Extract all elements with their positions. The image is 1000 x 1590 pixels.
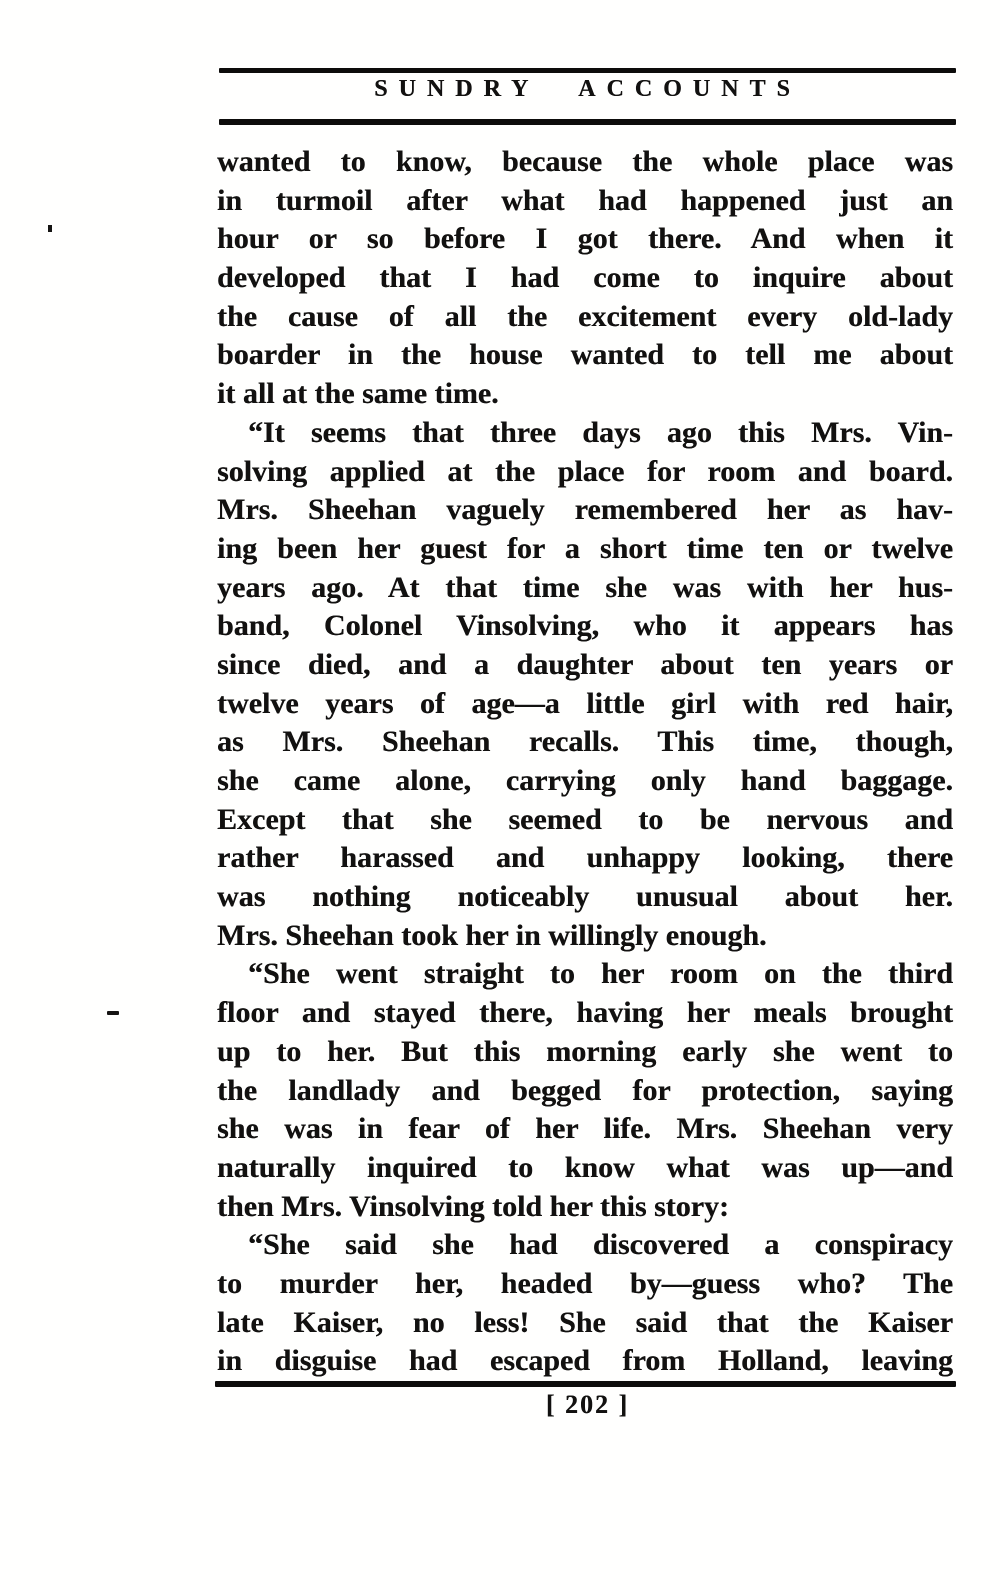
text-line: Except that she seemed to be nervous and (217, 802, 953, 836)
text-line: in disguise had escaped from Holland, leaving (217, 1344, 953, 1378)
text-line: she was in fear of her life. Mrs. Sheehan very (217, 1112, 953, 1146)
text-line: since died, and a daughter about ten years or (217, 647, 953, 681)
scan-speck-icon (107, 1011, 119, 1015)
text-line: Mrs. Sheehan took her in willingly enough. (217, 918, 767, 952)
text-line: the cause of all the excitement every old-lady (217, 299, 953, 333)
text-line: late Kaiser, no less! She said that the Kaiser (217, 1305, 953, 1339)
text-line: Mrs. Sheehan vaguely remembered her as hav- (217, 493, 953, 527)
text-line: the landlady and begged for protection, saying (217, 1073, 953, 1107)
text-line: floor and stayed there, having her meals brought (217, 996, 953, 1030)
header-rule-bottom (219, 119, 956, 125)
text-line: ing been her guest for a short time ten or twelve (217, 531, 953, 565)
scan-speck-icon (48, 225, 52, 232)
text-line: hour or so before I got there. And when it (217, 222, 953, 256)
paragraph (217, 143, 953, 414)
running-header-title: SUNDRY ACCOUNTS (374, 76, 801, 102)
text-block (217, 143, 953, 1381)
text-line: she came alone, carrying only hand baggage. (217, 764, 953, 797)
text-line: “It seems that three days ago this Mrs. Vin- (248, 415, 953, 449)
text-line: to murder her, headed by—guess who? The (217, 1266, 953, 1300)
text-line: wanted to know, because the whole place was (217, 145, 953, 178)
text-line: in turmoil after what had happened just an (217, 183, 953, 217)
text-line: boarder in the house wanted to tell me about (217, 338, 953, 372)
text-line: “She said she had discovered a conspiracy (248, 1228, 953, 1262)
text-line: naturally inquired to know what was up—and (217, 1150, 953, 1184)
page-number: [ 202 ] (545, 1390, 630, 1419)
text-line: solving applied at the place for room and board. (217, 454, 953, 488)
paragraph (217, 955, 953, 1226)
footer-rule (215, 1381, 956, 1387)
text-line: twelve years of age—a little girl with red hair, (217, 686, 953, 720)
paragraph (217, 414, 953, 956)
text-line: band, Colonel Vinsolving, who it appears has (217, 609, 953, 643)
paragraph (217, 1226, 953, 1381)
header-rule-top (219, 68, 956, 73)
text-line: developed that I had come to inquire about (217, 261, 953, 295)
text-line: was nothing noticeably unusual about her. (217, 880, 953, 914)
text-line: it all at the same time. (217, 377, 499, 411)
text-line: then Mrs. Vinsolving told her this story: (217, 1189, 729, 1223)
text-line: rather harassed and unhappy looking, there (217, 841, 953, 875)
text-line: “She went straight to her room on the third (248, 957, 953, 991)
text-line: up to her. But this morning early she went to (217, 1034, 953, 1068)
text-line: years ago. At that time she was with her hus- (217, 570, 953, 604)
text-line: as Mrs. Sheehan recalls. This time, though, (217, 725, 953, 759)
